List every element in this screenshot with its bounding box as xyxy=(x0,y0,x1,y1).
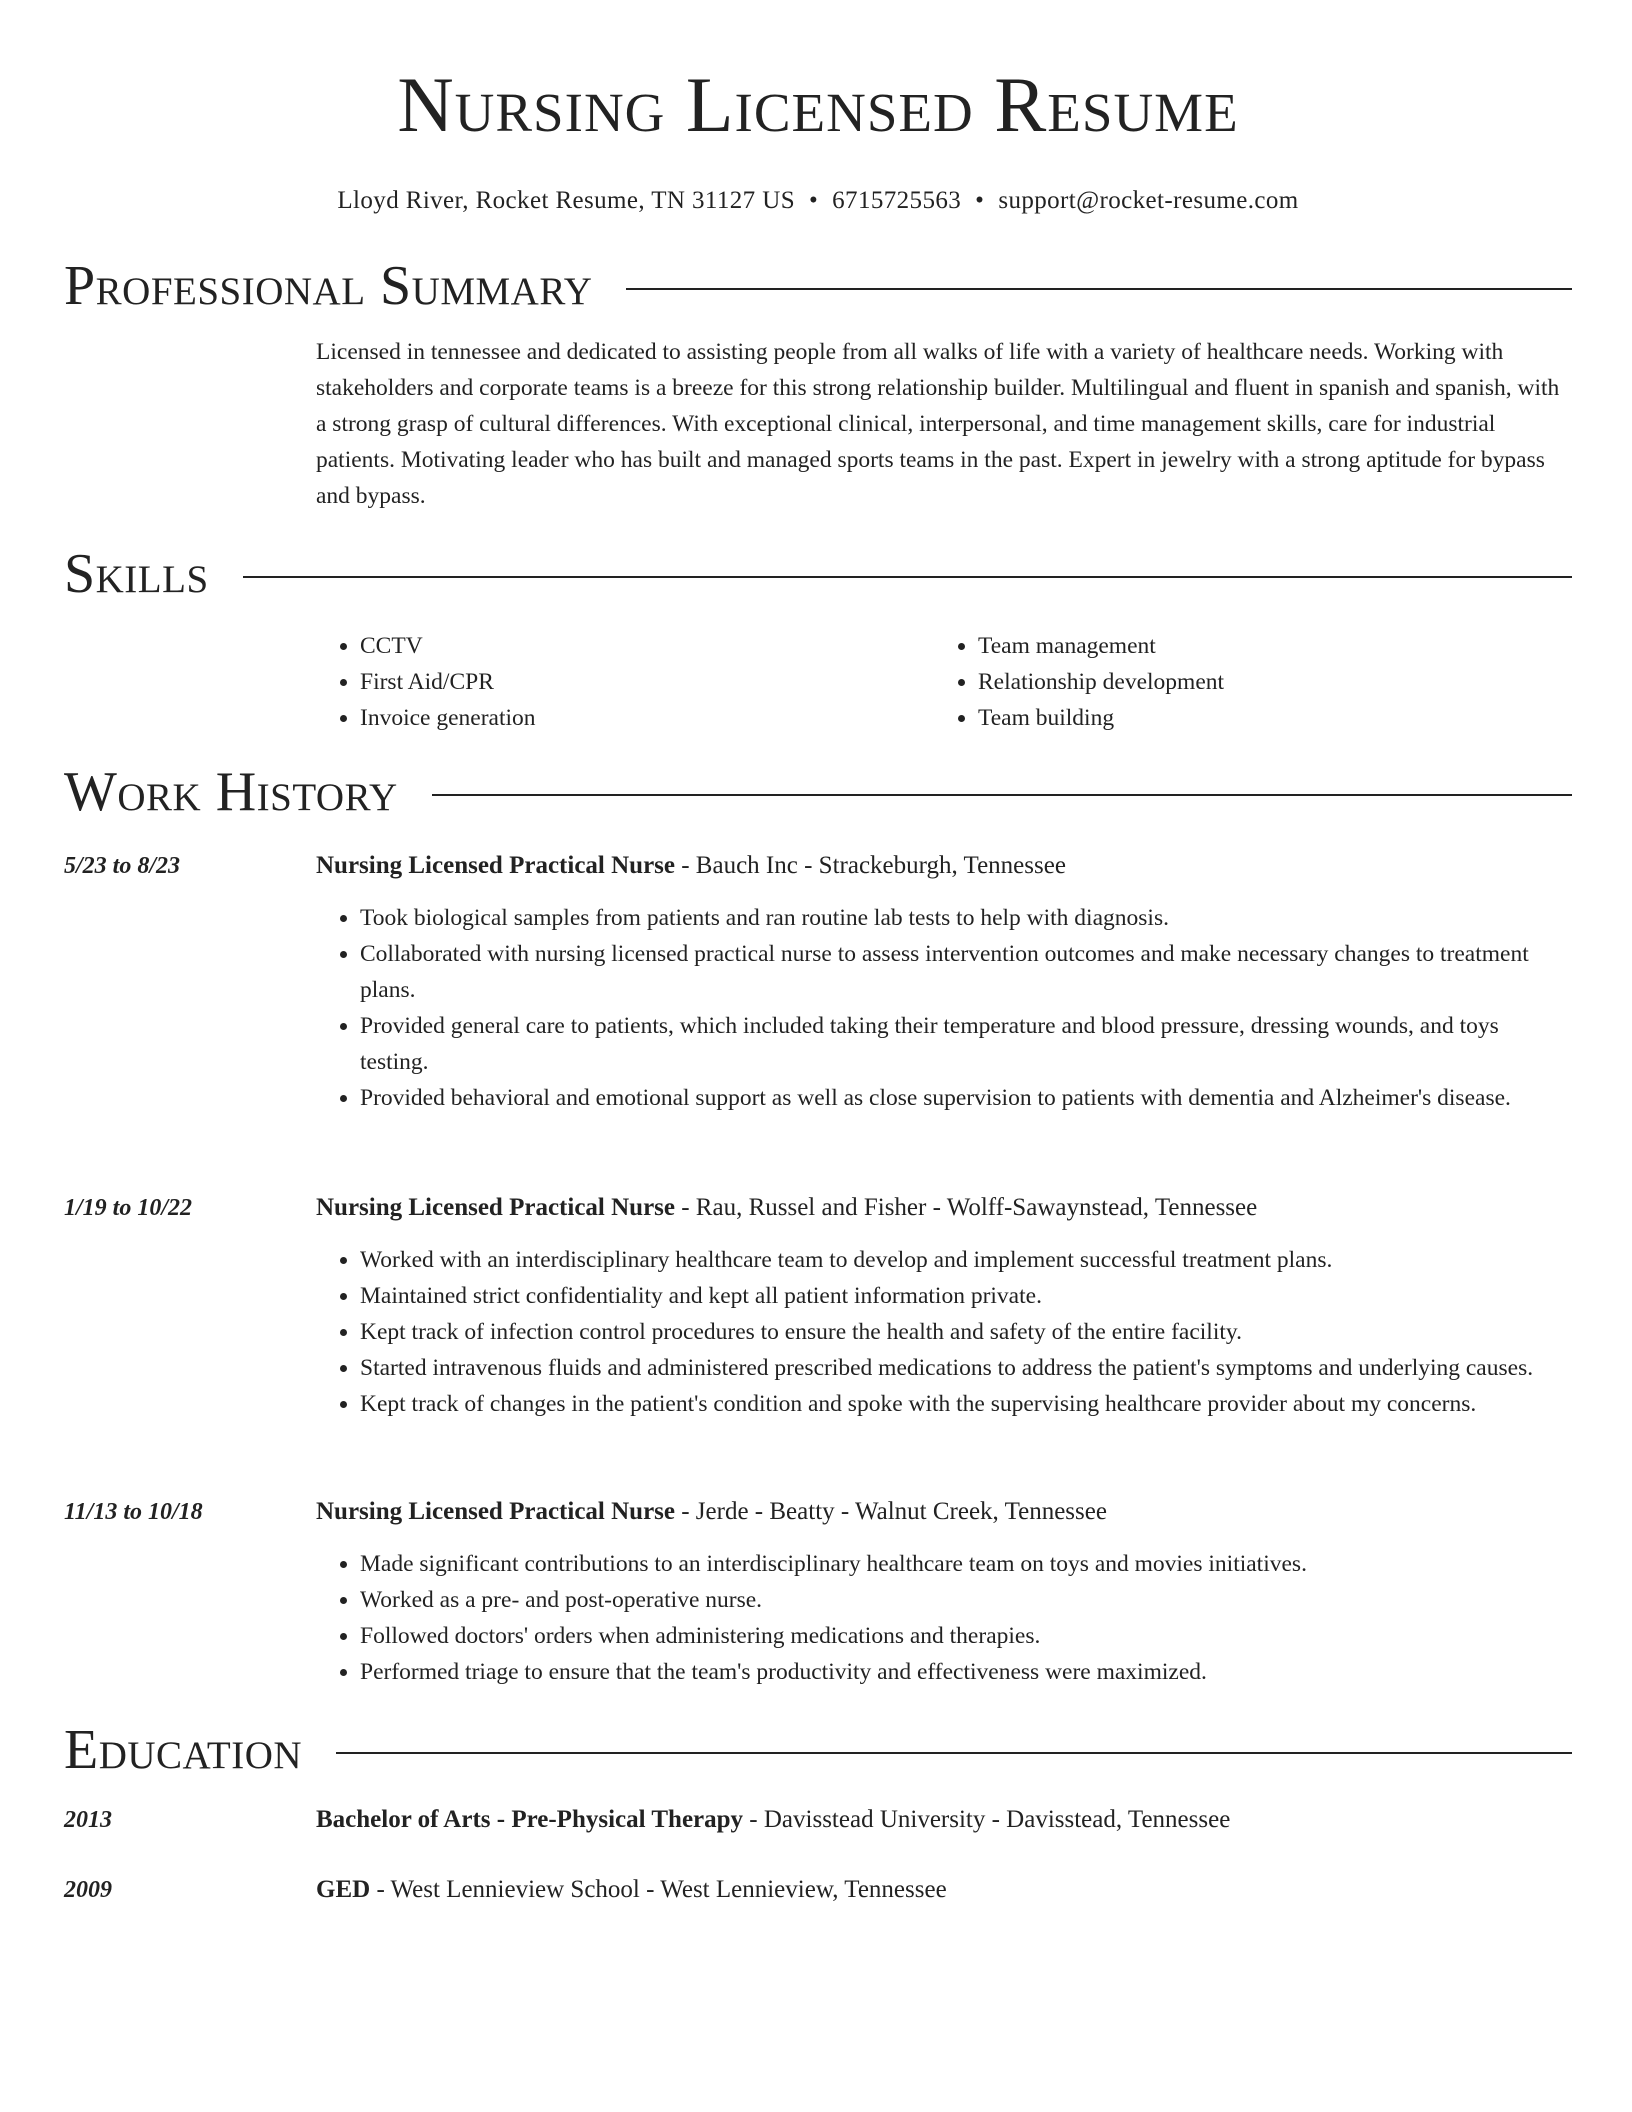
education-section-header xyxy=(64,1718,1572,1782)
summary-block xyxy=(316,334,1572,514)
contact-phone: 6715725563 xyxy=(832,187,962,214)
skill-item: • Team management xyxy=(978,628,1552,664)
job-bullets xyxy=(316,1546,1572,1690)
job-title-line xyxy=(316,848,1572,884)
contact-email: support@rocket-resume.com xyxy=(998,187,1299,214)
education-degree: GED xyxy=(316,1876,371,1903)
job-bullet: • Provided general care to patients, which included taking their temperature and blood pressure, dressing wounds, and toys testing. xyxy=(360,1008,1572,1080)
skills-section-header xyxy=(64,542,1572,606)
skill-item: • First Aid/CPR xyxy=(360,664,934,700)
section-divider xyxy=(626,288,1572,290)
job-employer: - Rau, Russel and Fisher - Wolff-Sawaynstead, Tennessee xyxy=(674,1194,1258,1221)
education-year: 2009 xyxy=(64,1877,112,1903)
job-role: Nursing Licensed Practical Nurse xyxy=(316,1498,675,1525)
job-bullets xyxy=(316,900,1572,1116)
skills-list xyxy=(316,628,1572,736)
contact-separator: • xyxy=(809,187,819,214)
education-degree: Bachelor of Arts - Pre-Physical Therapy xyxy=(316,1806,744,1833)
job-bullet: • Took biological samples from patients and ran routine lab tests to help with diagnosis. xyxy=(360,900,1572,936)
job-bullet: • Worked with an interdisciplinary healthcare team to develop and implement successful treatment plans. xyxy=(360,1242,1572,1278)
job-bullets xyxy=(316,1242,1572,1422)
education-line xyxy=(316,1872,1572,1908)
work-section-header xyxy=(64,760,1572,824)
resume-title: Nursing Licensed Resume xyxy=(397,61,1239,148)
section-divider xyxy=(432,794,1572,796)
job-entry xyxy=(316,1494,1572,1690)
section-divider xyxy=(243,576,1572,578)
contact-address: Lloyd River, Rocket Resume, TN 31127 US xyxy=(337,187,795,214)
education-entry xyxy=(316,1802,1572,1838)
skill-item: • Relationship development xyxy=(978,664,1552,700)
job-role: Nursing Licensed Practical Nurse xyxy=(316,1194,675,1221)
job-bullet: • Kept track of changes in the patient's condition and spoke with the supervising healthcare provider about my concerns. xyxy=(360,1386,1572,1422)
job-bullet: • Followed doctors' orders when administering medications and therapies. xyxy=(360,1618,1572,1654)
education-school: - West Lennieview School - West Lennieview, Tennessee xyxy=(370,1876,947,1903)
skill-item: • CCTV xyxy=(360,628,934,664)
education-line xyxy=(316,1802,1572,1838)
job-bullet: • Provided behavioral and emotional support as well as close supervision to patients with dementia and Alzheimer's disease. xyxy=(360,1080,1572,1116)
job-dates: 1/19 to 10/22 xyxy=(64,1195,193,1221)
skills-heading: Skills xyxy=(64,543,209,605)
job-role: Nursing Licensed Practical Nurse xyxy=(316,852,675,879)
job-dates: 11/13 to 10/18 xyxy=(64,1499,203,1525)
section-divider xyxy=(336,1752,1572,1754)
skill-item: • Team building xyxy=(978,700,1552,736)
job-bullet: • Made significant contributions to an interdisciplinary healthcare team on toys and movies initiatives. xyxy=(360,1546,1572,1582)
skills-column-right xyxy=(934,628,1552,736)
job-employer: - Jerde - Beatty - Walnut Creek, Tennessee xyxy=(674,1498,1107,1525)
education-heading: Education xyxy=(64,1719,303,1781)
job-bullet: • Maintained strict confidentiality and kept all patient information private. xyxy=(360,1278,1572,1314)
summary-section-header xyxy=(64,254,1572,318)
job-bullet: • Worked as a pre- and post-operative nurse. xyxy=(360,1582,1572,1618)
education-school: - Davisstead University - Davisstead, Tennessee xyxy=(743,1806,1231,1833)
resume-page xyxy=(64,0,1572,1903)
job-dates: 5/23 to 8/23 xyxy=(64,853,181,879)
job-bullet: • Performed triage to ensure that the team's productivity and effectiveness were maximized. xyxy=(360,1654,1572,1690)
contact-line xyxy=(64,186,1572,216)
skill-item: • Invoice generation xyxy=(360,700,934,736)
job-employer: - Bauch Inc - Strackeburgh, Tennessee xyxy=(674,852,1066,879)
education-entry xyxy=(316,1872,1572,1908)
job-bullet: • Kept track of infection control procedures to ensure the health and safety of the entire facility. xyxy=(360,1314,1572,1350)
job-entry xyxy=(316,848,1572,1116)
job-entry xyxy=(316,1190,1572,1422)
job-title-line xyxy=(316,1494,1572,1530)
job-bullet: • Started intravenous fluids and administered prescribed medications to address the patient's symptoms and underlying causes. xyxy=(360,1350,1572,1386)
job-bullet: • Collaborated with nursing licensed practical nurse to assess intervention outcomes and make necessary changes to treatment plans. xyxy=(360,936,1572,1008)
summary-heading: Professional Summary xyxy=(64,255,593,317)
work-heading: Work History xyxy=(64,761,398,823)
summary-text: Licensed in tennessee and dedicated to assisting people from all walks of life with a variety of healthcare needs. Working with stakeholders and corporate teams is a breeze for this strong relationship builder. Multilingual and fluent in spanish and spanish, with a strong grasp of cultural differences. With exceptional clinical, interpersonal, and time management skills, care for industrial patients. Motivating leader who has built and managed sports teams in the past. Expert in jewelry with a strong aptitude for bypass and bypass. xyxy=(316,339,1560,509)
education-year: 2013 xyxy=(64,1807,112,1833)
skills-column-left xyxy=(316,628,934,736)
job-title-line xyxy=(316,1190,1572,1226)
contact-separator: • xyxy=(975,187,985,214)
